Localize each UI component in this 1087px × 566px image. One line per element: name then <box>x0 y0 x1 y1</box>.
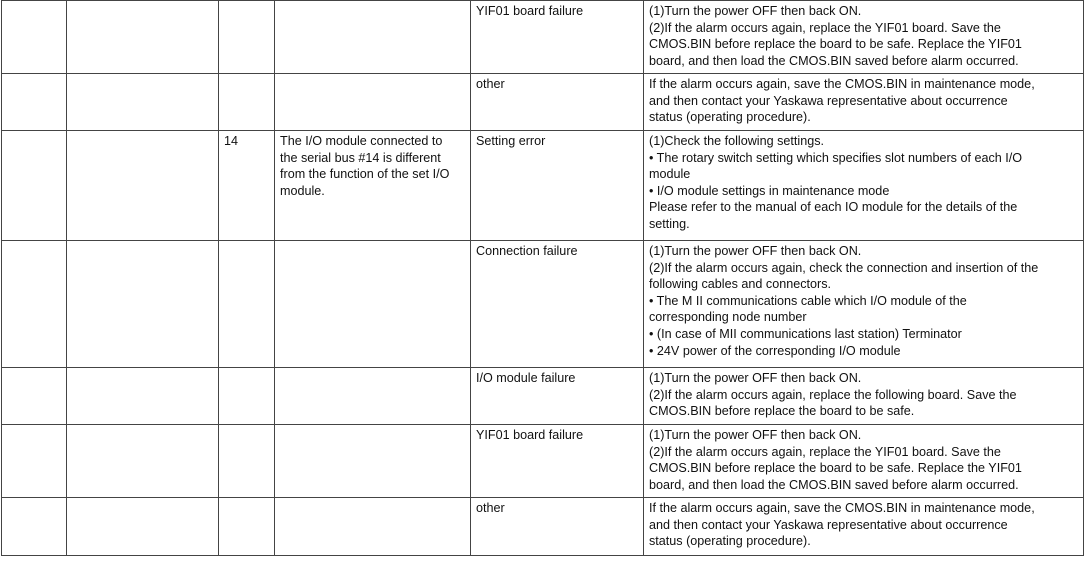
remedy-line: • (In case of MII communications last station) Terminator <box>649 326 962 341</box>
remedy-line: following cables and connectors. <box>649 277 832 292</box>
cause-cell: I/O module failure <box>471 368 644 425</box>
remedy-line: If the alarm occurs again, save the CMOS.BIN in maintenance mode, <box>649 501 1035 515</box>
remedy-line: (1)Turn the power OFF then back ON. <box>649 244 862 258</box>
description-cell <box>275 241 471 368</box>
description-cell <box>275 131 471 241</box>
remedy-cell <box>644 425 1084 498</box>
remedy-line: CMOS.BIN before replace the board to be safe. Replace the YIF01 <box>649 461 1022 476</box>
alarm-table <box>1 0 1084 556</box>
remedy-line: • 24V power of the corresponding I/O module <box>649 343 901 358</box>
alarm-name-cell <box>67 74 219 131</box>
remedy-line: (2)If the alarm occurs again, replace the YIF01 board. Save the <box>649 20 1001 35</box>
remedy-line: (2)If the alarm occurs again, check the connection and insertion of the <box>649 260 1039 275</box>
sub-code-cell <box>219 498 275 556</box>
remedy-line: (1)Turn the power OFF then back ON. <box>649 4 862 18</box>
table-row <box>2 74 1084 131</box>
sub-code-cell <box>219 1 275 74</box>
table-row <box>2 425 1084 498</box>
alarm-name-cell <box>67 1 219 74</box>
cause-cell: YIF01 board failure <box>471 1 644 74</box>
remedy-line: corresponding node number <box>649 310 807 325</box>
remedy-cell <box>644 498 1084 556</box>
description-cell <box>275 425 471 498</box>
description-line: The I/O module connected to <box>280 134 443 148</box>
remedy-line: CMOS.BIN before replace the board to be safe. Replace the YIF01 <box>649 37 1022 52</box>
remedy-line: (2)If the alarm occurs again, replace the YIF01 board. Save the <box>649 444 1001 459</box>
table-row <box>2 241 1084 368</box>
blank-cell <box>2 1 67 74</box>
blank-cell <box>2 74 67 131</box>
cause-cell: YIF01 board failure <box>471 425 644 498</box>
blank-cell <box>2 368 67 425</box>
remedy-line: module <box>649 167 691 182</box>
remedy-line: (1)Turn the power OFF then back ON. <box>649 371 862 385</box>
description-line: module. <box>280 183 325 198</box>
blank-cell <box>2 241 67 368</box>
remedy-cell <box>644 131 1084 241</box>
table-row <box>2 368 1084 425</box>
alarm-name-cell <box>67 425 219 498</box>
table-row <box>2 131 1084 241</box>
blank-cell <box>2 131 67 241</box>
description-line: the serial bus #14 is different <box>280 150 441 165</box>
remedy-line: status (operating procedure). <box>649 534 811 549</box>
sub-code-cell <box>219 74 275 131</box>
description-cell <box>275 498 471 556</box>
blank-cell <box>2 425 67 498</box>
remedy-line: board, and then load the CMOS.BIN saved before alarm occurred. <box>649 53 1019 68</box>
alarm-name-cell <box>67 498 219 556</box>
remedy-line: • I/O module settings in maintenance mode <box>649 183 890 198</box>
cause-cell: Setting error <box>471 131 644 241</box>
remedy-line: and then contact your Yaskawa representative about occurrence <box>649 93 1008 108</box>
alarm-name-cell <box>67 368 219 425</box>
remedy-line: and then contact your Yaskawa representative about occurrence <box>649 517 1008 532</box>
remedy-line: • The M II communications cable which I/O module of the <box>649 293 967 308</box>
table-row <box>2 498 1084 556</box>
remedy-line: (1)Check the following settings. <box>649 134 824 148</box>
sub-code-cell: 14 <box>219 131 275 241</box>
alarm-name-cell <box>67 131 219 241</box>
remedy-cell <box>644 368 1084 425</box>
description-cell <box>275 74 471 131</box>
alarm-name-cell <box>67 241 219 368</box>
sub-code-cell <box>219 368 275 425</box>
table-row <box>2 1 1084 74</box>
remedy-line: (2)If the alarm occurs again, replace the following board. Save the <box>649 387 1017 402</box>
remedy-line: If the alarm occurs again, save the CMOS.BIN in maintenance mode, <box>649 77 1035 91</box>
remedy-cell <box>644 241 1084 368</box>
remedy-cell <box>644 74 1084 131</box>
cause-cell: Connection failure <box>471 241 644 368</box>
cause-cell: other <box>471 74 644 131</box>
remedy-line: board, and then load the CMOS.BIN saved before alarm occurred. <box>649 477 1019 492</box>
remedy-line: (1)Turn the power OFF then back ON. <box>649 428 862 442</box>
remedy-line: Please refer to the manual of each IO module for the details of the <box>649 200 1018 215</box>
cause-cell: other <box>471 498 644 556</box>
remedy-cell <box>644 1 1084 74</box>
sub-code-cell <box>219 241 275 368</box>
description-cell <box>275 368 471 425</box>
remedy-line: setting. <box>649 216 690 231</box>
blank-cell <box>2 498 67 556</box>
sub-code-cell <box>219 425 275 498</box>
remedy-line: status (operating procedure). <box>649 110 811 125</box>
description-line: from the function of the set I/O <box>280 167 450 182</box>
description-cell <box>275 1 471 74</box>
remedy-line: CMOS.BIN before replace the board to be safe. <box>649 404 915 419</box>
remedy-line: • The rotary switch setting which specifies slot numbers of each I/O <box>649 150 1023 165</box>
